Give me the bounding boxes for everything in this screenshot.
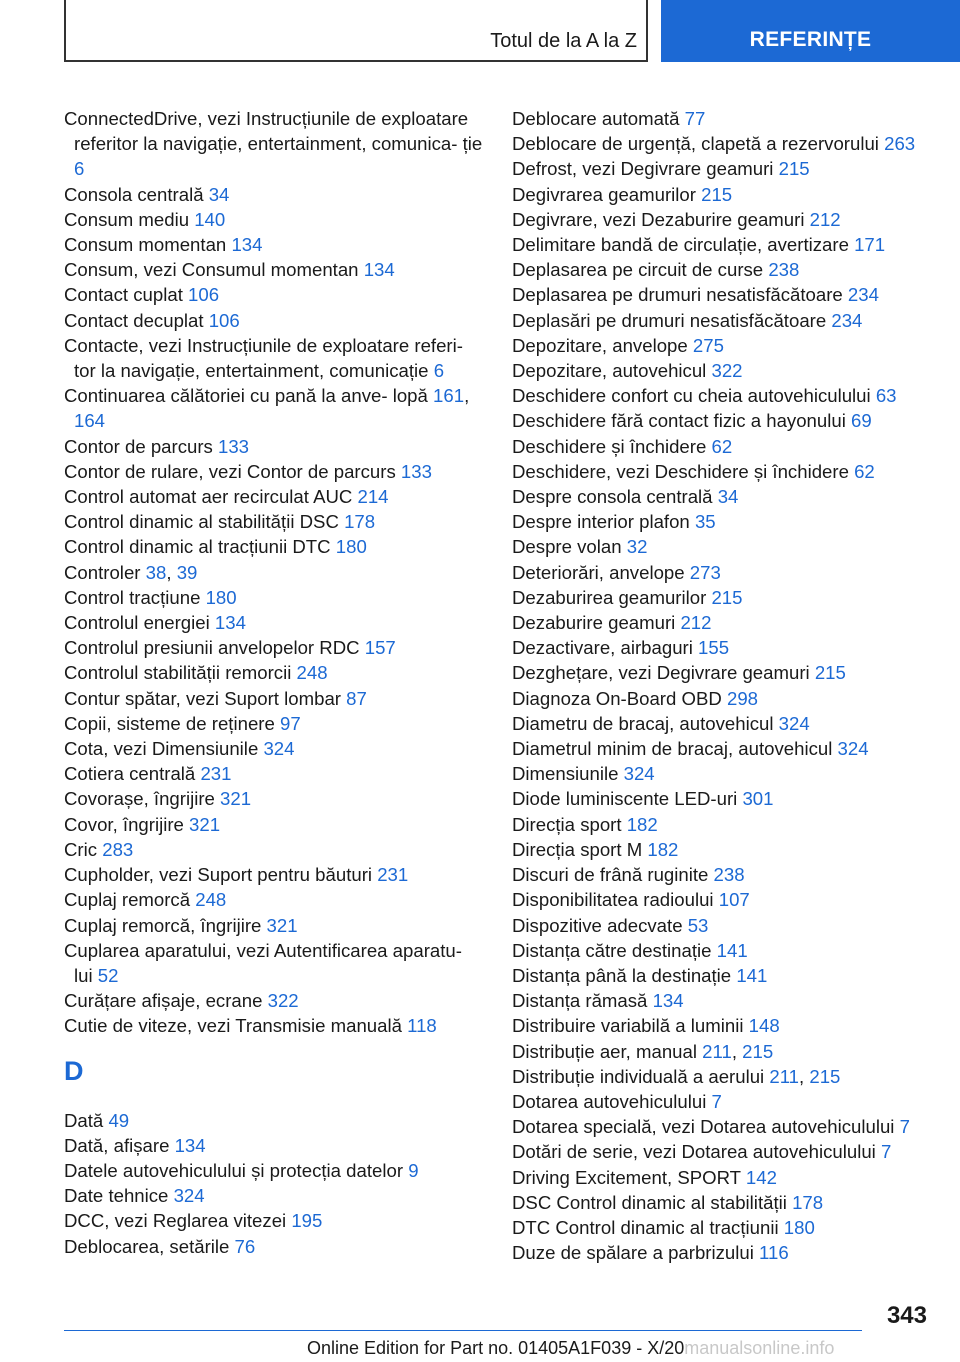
page-reference-link[interactable]: 140: [194, 208, 226, 230]
page-reference-link[interactable]: 273: [689, 561, 721, 583]
entry-term: Duze de spălare a parbrizului: [512, 1242, 754, 1264]
page-reference-link[interactable]: 182: [647, 838, 679, 860]
entry-term: Dotarea autovehiculului: [512, 1090, 707, 1112]
page-reference-link[interactable]: 7: [899, 1116, 910, 1138]
page-reference-link[interactable]: 157: [364, 637, 396, 659]
page-reference-link[interactable]: 134: [174, 1134, 206, 1156]
index-entry: [512, 711, 932, 736]
page-reference-link[interactable]: 62: [711, 435, 733, 457]
entry-term: Copii, sisteme de reținere: [64, 712, 275, 734]
entry-term: Dezghețare, vezi Degivrare geamuri: [512, 662, 810, 684]
index-entry: Distribuție individuală a aerului 211, 215: [512, 1065, 841, 1087]
entry-term: Direcția sport: [512, 813, 622, 835]
index-entry: [64, 257, 484, 282]
index-entry: [512, 131, 932, 156]
page-reference-link[interactable]: 9: [408, 1159, 419, 1181]
entry-term: Dezactivare, airbaguri: [512, 637, 693, 659]
page-reference-link[interactable]: 180: [205, 586, 237, 608]
page-reference-link[interactable]: 238: [768, 259, 800, 281]
page-reference-link[interactable]: 49: [108, 1109, 130, 1131]
page-reference-link[interactable]: 178: [792, 1191, 824, 1213]
page-reference-link[interactable]: 106: [188, 284, 220, 306]
entry-term: Diagnoza On-Board OBD: [512, 687, 722, 709]
index-entry: [512, 1165, 932, 1190]
index-entry: [64, 761, 484, 786]
page-reference-link[interactable]: 171: [854, 234, 886, 256]
entry-term: Diametrul minim de bracaj, autovehicul: [512, 738, 833, 760]
entry-term: DSC Control dinamic al stabilității: [512, 1191, 787, 1213]
page-reference-link[interactable]: 211: [769, 1065, 800, 1087]
index-entry: [64, 333, 484, 383]
entry-term: Control dinamic al stabilității DSC: [64, 511, 339, 533]
page-reference-link[interactable]: 97: [280, 712, 301, 734]
entry-term: Cupholder, vezi Suport pentru băuturi: [64, 864, 373, 886]
entry-term: Contor de rulare, vezi Contor de parcurs: [64, 460, 396, 482]
index-entry: [64, 988, 484, 1013]
page-reference-link[interactable]: 53: [687, 914, 709, 936]
index-entry: [512, 1013, 932, 1038]
index-entry: [64, 1158, 484, 1183]
index-entry: [64, 1013, 484, 1038]
page-reference-link[interactable]: 69: [851, 410, 872, 432]
page-reference-link[interactable]: 212: [680, 612, 712, 634]
page-reference-link[interactable]: 321: [189, 813, 221, 835]
page-reference-link[interactable]: 234: [831, 309, 863, 331]
index-entry: [512, 963, 932, 988]
page-reference-link[interactable]: 39: [176, 561, 198, 583]
index-entry: [64, 434, 484, 459]
index-entry: [64, 1234, 484, 1259]
index-entry: [64, 938, 484, 988]
page-reference-link[interactable]: 164: [74, 410, 106, 432]
entry-term: Consola centrală: [64, 183, 204, 205]
index-entry: [512, 585, 932, 610]
entry-term: Cuplarea aparatului, vezi Autentificarea aparatu‐ lui: [64, 939, 462, 986]
page-reference-link[interactable]: 212: [809, 208, 841, 230]
entry-term: Contact decuplat: [64, 309, 204, 331]
watermark-text: manualsonline.info: [684, 1338, 835, 1358]
entry-term: Contor de parcurs: [64, 435, 213, 457]
entry-term: Deblocare automată: [512, 108, 680, 129]
index-entry: [64, 887, 484, 912]
entry-term: Deblocare de urgență, clapetă a rezervorului: [512, 133, 879, 155]
entry-term: Distribuire variabilă a luminii: [512, 1015, 744, 1037]
page-reference-link[interactable]: 34: [208, 183, 230, 205]
entry-term: Deplasarea pe circuit de curse: [512, 259, 764, 281]
footer-text: [307, 1338, 834, 1359]
page-reference-link[interactable]: 231: [377, 864, 409, 886]
index-entry: [512, 1089, 932, 1114]
page-reference-link[interactable]: 182: [626, 813, 658, 835]
index-entry: [512, 156, 932, 181]
page-reference-link[interactable]: 211: [702, 1040, 732, 1062]
entry-term: Diode luminiscente LED-uri: [512, 788, 738, 810]
entry-term: Defrost, vezi Degivrare geamuri: [512, 158, 774, 180]
index-entry: Continuarea călătoriei cu pană la anve‐ lopă 161, 164: [64, 385, 470, 432]
page-reference-link[interactable]: 133: [400, 460, 432, 482]
footer-divider: [64, 1330, 862, 1331]
index-entry: [512, 509, 932, 534]
page-reference-link[interactable]: 263: [884, 133, 916, 155]
entry-term: Consum mediu: [64, 208, 190, 230]
index-entry: [64, 106, 484, 182]
index-entry: [512, 484, 932, 509]
page-reference-link[interactable]: 133: [218, 435, 250, 457]
entry-term: Despre consola centrală: [512, 486, 713, 508]
index-entry: [512, 988, 932, 1013]
index-entry: [64, 635, 484, 660]
index-entry: [64, 1108, 484, 1133]
index-entry: [512, 610, 932, 635]
page-reference-link[interactable]: 178: [344, 511, 376, 533]
index-entry: [512, 1114, 932, 1139]
index-entry: [512, 383, 932, 408]
entry-term: Despre volan: [512, 536, 622, 558]
index-entry: [64, 459, 484, 484]
page-reference-link[interactable]: 215: [742, 1040, 774, 1062]
index-entry: [64, 913, 484, 938]
index-entry: [64, 207, 484, 232]
page-reference-link[interactable]: 248: [195, 889, 227, 911]
entry-term: Delimitare bandă de circulație, avertizare: [512, 234, 849, 256]
page-reference-link[interactable]: 161: [433, 385, 465, 407]
page-reference-link[interactable]: 134: [214, 612, 246, 634]
entry-term: Dezaburire geamuri: [512, 612, 676, 634]
page-reference-link[interactable]: 141: [736, 964, 768, 986]
entry-term: Discuri de frână ruginite: [512, 864, 709, 886]
page-reference-link[interactable]: 180: [335, 536, 367, 558]
index-column-right: [512, 106, 932, 1265]
entry-term: ConnectedDrive, vezi Instrucțiunile de exploatare referitor la navigație, entertainment, comunica‐ ție: [64, 108, 483, 155]
entry-term: Continuarea călătoriei cu pană la anve‐ lopă: [64, 385, 428, 407]
entry-term: Disponibilitatea radioului: [512, 889, 714, 911]
index-entry: [512, 913, 932, 938]
entry-term: Distribuție individuală a aerului: [512, 1065, 765, 1087]
index-entry: [512, 938, 932, 963]
page-reference-link[interactable]: 155: [698, 637, 730, 659]
entry-term: Degivrarea geamurilor: [512, 183, 696, 205]
index-group-d: [64, 1108, 484, 1259]
index-entry: [64, 308, 484, 333]
entry-term: Covorașe, îngrijire: [64, 788, 215, 810]
page-reference-link[interactable]: 321: [266, 914, 298, 936]
index-entry: [512, 686, 932, 711]
index-entry: Controler 38, 39: [64, 561, 198, 583]
entry-term: Depozitare, anvelope: [512, 334, 688, 356]
page-reference-link[interactable]: 107: [718, 889, 750, 911]
page-reference-link[interactable]: 6: [433, 360, 445, 382]
page-reference-link[interactable]: 106: [208, 309, 240, 331]
index-entry: [64, 711, 484, 736]
entry-term: Degivrare, vezi Dezaburire geamuri: [512, 208, 805, 230]
entry-term: Contur spătar, vezi Suport lombar: [64, 687, 341, 709]
index-entry: [512, 1190, 932, 1215]
index-entry: [512, 257, 932, 282]
entry-term: Deblocarea, setările: [64, 1235, 230, 1257]
index-entry: [512, 761, 932, 786]
entry-term: Contacte, vezi Instrucțiunile de exploatare referi‐ tor la navigație, entertainment, comunicație: [64, 334, 463, 382]
entry-term: Consum, vezi Consumul momentan: [64, 259, 359, 281]
page-reference-link[interactable]: 63: [875, 385, 897, 407]
entry-term: Distanța către destinație: [512, 939, 712, 961]
index-entry: [64, 862, 484, 887]
index-entry: [64, 786, 484, 811]
entry-term: Controler: [64, 561, 141, 583]
entry-term: Dotări de serie, vezi Dotarea autovehiculului: [512, 1141, 876, 1163]
page-reference-link[interactable]: 298: [726, 687, 759, 709]
index-entry: [512, 408, 932, 433]
index-entry: [64, 837, 484, 862]
entry-term: Deplasarea pe drumuri nesatisfăcătoare: [512, 284, 843, 306]
page-reference-link[interactable]: 324: [778, 712, 810, 734]
entry-term: Covor, îngrijire: [64, 813, 184, 835]
page-reference-link[interactable]: 322: [711, 360, 743, 382]
entry-term: Deplasări pe drumuri nesatisfăcătoare: [512, 309, 827, 331]
entry-term: Contact cuplat: [64, 284, 183, 306]
page-reference-link[interactable]: 38: [145, 561, 167, 583]
index-entry: [64, 232, 484, 257]
entry-term: Dată: [64, 1109, 104, 1131]
index-entry: [64, 812, 484, 837]
page-reference-link[interactable]: 322: [267, 990, 299, 1012]
page-number: 343: [886, 1302, 927, 1329]
page-reference-link[interactable]: 134: [652, 990, 684, 1012]
section-title: Totul de la A la Z: [490, 30, 637, 52]
index-entry: [512, 635, 932, 660]
page-reference-link[interactable]: 215: [814, 662, 846, 684]
index-entry: [512, 534, 932, 559]
entry-term: Cutie de viteze, vezi Transmisie manuală: [64, 1015, 402, 1037]
page-reference-link[interactable]: 283: [102, 838, 134, 860]
entry-term: Cuplaj remorcă, îngrijire: [64, 914, 262, 936]
page-reference-link[interactable]: 134: [231, 234, 263, 256]
entry-term: Dezaburirea geamurilor: [512, 586, 707, 608]
page-reference-link[interactable]: 6: [74, 158, 85, 180]
page-reference-link[interactable]: 7: [711, 1090, 722, 1112]
page-reference-link[interactable]: 62: [854, 460, 875, 482]
index-entry: [512, 333, 932, 358]
page-reference-link[interactable]: 231: [200, 763, 232, 785]
entry-term: Control dinamic al tracțiunii DTC: [64, 536, 331, 558]
page-reference-link[interactable]: 118: [407, 1015, 437, 1037]
entry-term: Cotiera centrală: [64, 763, 196, 785]
entry-term: Distanța până la destinație: [512, 964, 732, 986]
page-reference-link[interactable]: 324: [623, 763, 655, 785]
index-entry: [64, 1133, 484, 1158]
entry-term: Dotarea specială, vezi Dotarea autovehiculului: [512, 1116, 895, 1138]
index-entry: [64, 585, 484, 610]
page-reference-link[interactable]: 215: [809, 1065, 841, 1087]
index-entry: [512, 1240, 932, 1265]
page-reference-link[interactable]: 142: [745, 1166, 777, 1188]
index-entry: [512, 837, 932, 862]
page-reference-link[interactable]: 148: [748, 1015, 780, 1037]
index-entry: [64, 610, 484, 635]
page-reference-link[interactable]: 141: [716, 939, 748, 961]
page-reference-link[interactable]: 7: [880, 1141, 892, 1163]
entry-term: Despre interior plafon: [512, 511, 690, 533]
entry-term: Direcția sport M: [512, 838, 643, 860]
index-entry: [64, 182, 484, 207]
page-reference-link[interactable]: 76: [234, 1235, 256, 1257]
entry-term: Deschidere confort cu cheia autovehiculului: [512, 385, 871, 407]
page-reference-link[interactable]: 35: [694, 511, 716, 533]
entry-term: Cuplaj remorcă: [64, 889, 191, 911]
index-group-c: [64, 106, 484, 1039]
page-reference-link[interactable]: 87: [346, 687, 367, 709]
tab-referinte[interactable]: REFERINȚE: [661, 0, 960, 62]
page-reference-link[interactable]: 214: [357, 486, 389, 508]
page-reference-link[interactable]: 301: [742, 788, 774, 810]
entry-term: Deschidere, vezi Deschidere și închidere: [512, 460, 849, 482]
page-reference-link[interactable]: 321: [220, 788, 252, 810]
page-reference-link[interactable]: 215: [701, 183, 733, 205]
index-entry: [512, 786, 932, 811]
index-entry: [512, 282, 932, 307]
index-entry: [512, 660, 932, 685]
index-entry: [512, 1215, 932, 1240]
page-reference-link[interactable]: 215: [711, 586, 743, 608]
entry-term: Distanța rămasă: [512, 990, 648, 1012]
index-entry: [512, 434, 932, 459]
index-column-left: [64, 106, 484, 1259]
index-entry: [512, 106, 932, 131]
index-entry: [512, 232, 932, 257]
page-reference-link[interactable]: 34: [717, 486, 739, 508]
index-entry: [512, 812, 932, 837]
index-letter-heading: D: [64, 1055, 84, 1086]
entry-term: Datele autovehiculului și protecția datelor: [64, 1159, 404, 1181]
index-entry: [512, 736, 932, 761]
page-reference-link[interactable]: 116: [759, 1242, 789, 1264]
index-entry: [64, 1208, 484, 1233]
index-entry: [512, 207, 932, 232]
page-reference-link[interactable]: 324: [173, 1185, 205, 1207]
index-entry: [64, 686, 484, 711]
entry-term: DCC, vezi Reglarea vitezei: [64, 1210, 287, 1232]
entry-term: Diametru de bracaj, autovehicul: [512, 712, 774, 734]
page-reference-link[interactable]: 324: [837, 738, 869, 760]
index-entry: [64, 282, 484, 307]
entry-term: Cric: [64, 838, 98, 860]
entry-term: DTC Control dinamic al tracțiunii: [512, 1216, 779, 1238]
page-reference-link[interactable]: 134: [363, 259, 395, 281]
entry-term: Date tehnice: [64, 1185, 169, 1207]
index-entry: [64, 534, 484, 559]
page-reference-link[interactable]: 275: [692, 334, 724, 356]
page-reference-link[interactable]: 215: [778, 158, 810, 180]
index-entry: [64, 509, 484, 534]
page-reference-link[interactable]: 238: [713, 864, 745, 886]
entry-term: Deschidere fără contact fizic a hayonului: [512, 410, 846, 432]
page-reference-link[interactable]: 180: [783, 1216, 815, 1238]
index-entry: [64, 736, 484, 761]
page-reference-link[interactable]: 234: [847, 284, 879, 306]
entry-term: Controlul stabilității remorcii: [64, 662, 292, 684]
entry-term: Controlul energiei: [64, 612, 210, 634]
index-entry: [64, 484, 484, 509]
entry-term: Controlul presiunii anvelopelor RDC: [64, 637, 360, 659]
index-entry: [512, 308, 932, 333]
page-reference-link[interactable]: 77: [684, 108, 706, 129]
entry-term: Curățare afișaje, ecrane: [64, 990, 263, 1012]
index-entry: [512, 1139, 932, 1164]
entry-term: Deteriorări, anvelope: [512, 561, 685, 583]
index-entry: [512, 887, 932, 912]
entry-term: Driving Excitement, SPORT: [512, 1166, 741, 1188]
index-entry: [64, 1183, 484, 1208]
entry-term: Dată, afișare: [64, 1134, 170, 1156]
page-reference-link[interactable]: 195: [291, 1210, 323, 1232]
entry-term: Control tracțiune: [64, 586, 201, 608]
entry-term: Depozitare, autovehicul: [512, 360, 707, 382]
index-entry: [512, 862, 932, 887]
entry-term: Dimensiunile: [512, 763, 619, 785]
index-entry: [512, 358, 932, 383]
edition-text: Online Edition for Part no. 01405A1F039 - X/20: [307, 1338, 685, 1358]
index-entry: Distribuție aer, manual 211, 215: [512, 1040, 774, 1062]
entry-term: Cota, vezi Dimensiunile: [64, 738, 259, 760]
entry-term: Deschidere și închidere: [512, 435, 707, 457]
page-reference-link[interactable]: 324: [263, 738, 295, 760]
index-entry: [512, 182, 932, 207]
page-reference-link[interactable]: 248: [296, 662, 328, 684]
entry-term: Consum momentan: [64, 234, 227, 256]
entry-term: Dispozitive adecvate: [512, 914, 683, 936]
index-entry: [512, 459, 932, 484]
entry-term: Control automat aer recirculat AUC: [64, 486, 353, 508]
entry-term: Distribuție aer, manual: [512, 1040, 697, 1062]
index-entry: [64, 660, 484, 685]
page-reference-link[interactable]: 52: [97, 964, 119, 986]
index-entry: [512, 560, 932, 585]
page-reference-link[interactable]: 32: [626, 536, 648, 558]
